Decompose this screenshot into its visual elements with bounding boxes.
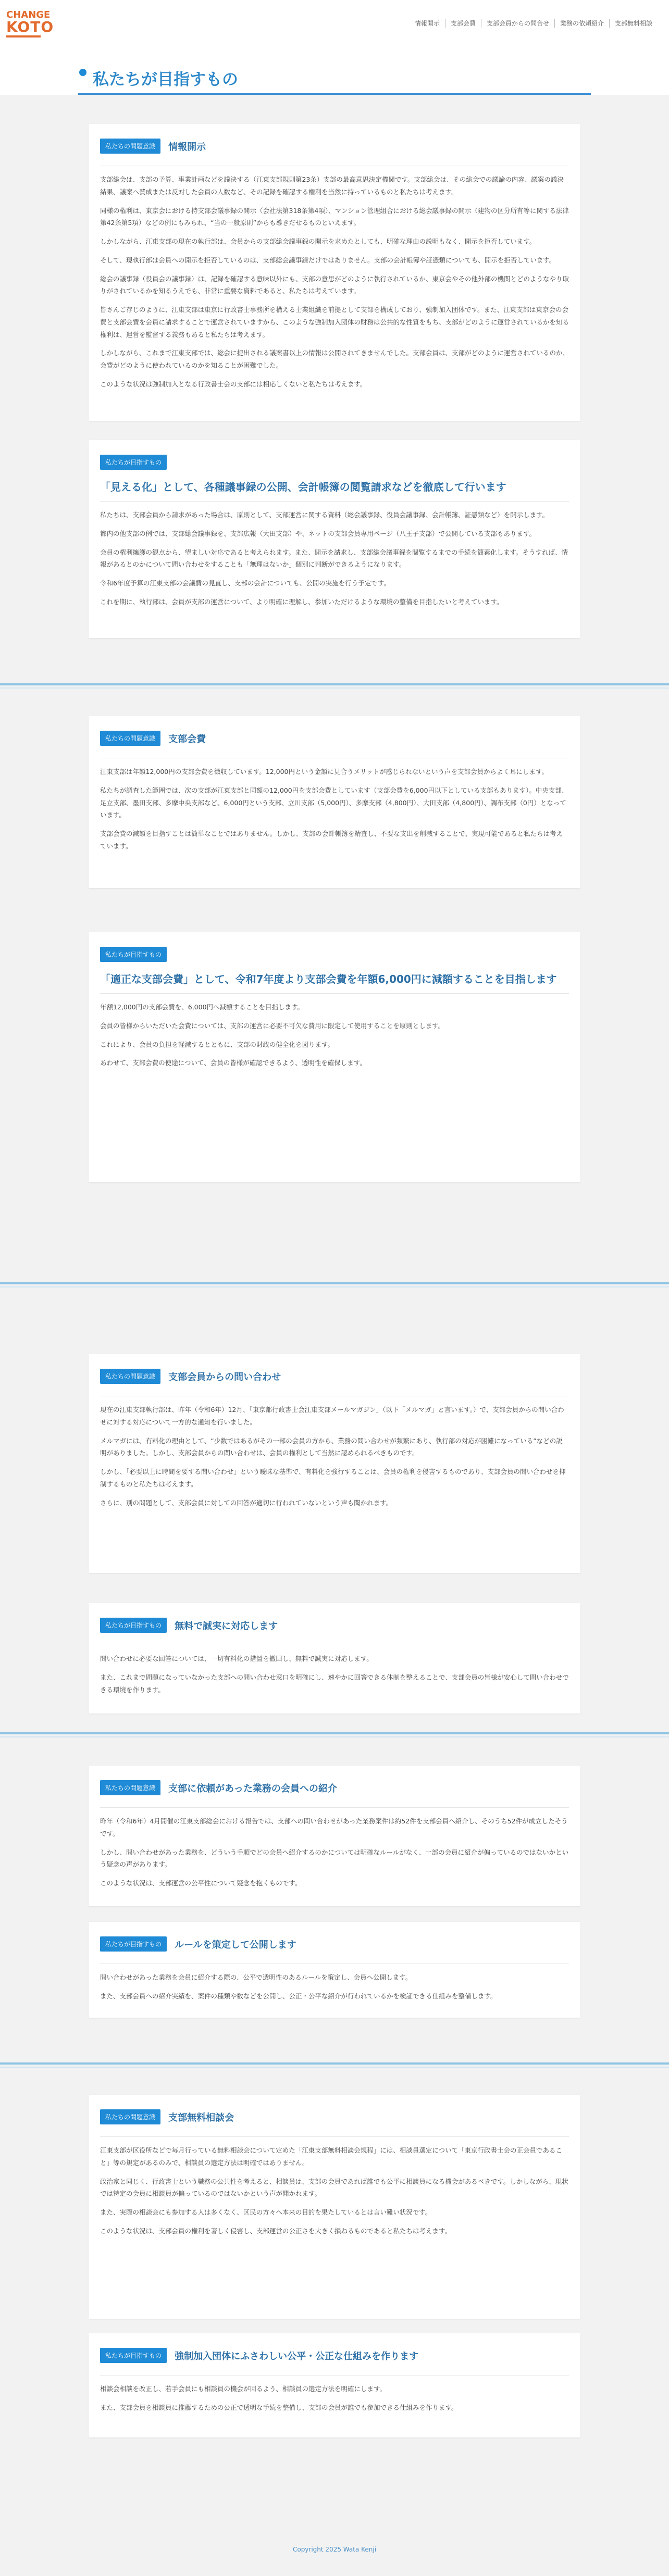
nav-item-referral[interactable]: 業務の依頼紹介 [554,19,609,28]
card-title: 「見える化」として、各種議事録の公開、会計帳簿の閲覧請求などを徹底して行います [100,481,506,493]
main-nav [410,19,658,28]
badge: 私たちの問題意識 [100,731,160,746]
card-title: 強制加入団体にふさわしい公平・公正な仕組みを作ります [175,2350,419,2362]
card-body: 昨年（令和6年）4月開催の江東支部総会における報告では、支部への問い合わせがあった業務案件は約52件を支部会員へ紹介し、そのうち52件が成立したそうです。 しかし、問い合わせがあった業務を、どういう手順でどの会員へ紹介するのかについては明確なルールがなく、一部の会員に紹介が偏っているのではないかという疑念の声があります。 このような状況は、支部運営の公平性について疑念を抱くものです。 [100,1817,569,1887]
section-divider [0,1732,669,1734]
card-referral-goal [89,1922,580,2018]
card-info-problem [89,124,580,421]
card-referral-problem [89,1766,580,1906]
card-body: 相談会相談を改正し、若手会員にも相談員の機会が回るよう、相談員の選定方法を明確にします。 また、支部会員を相談員に推薦するための公正で透明な手続を整備し、支部の会員が誰でも参加できる仕組みを作ります。 [100,2385,458,2411]
card-title: 支部に依頼があった業務の会員への紹介 [168,1783,337,1794]
card-body: 江東支部は年額12,000円の支部会費を徴収しています。12,000円という金額に見合うメリットが感じられないという声を支部会員からよく耳にします。 私たちが調査した範囲では、次の支部が江東支部と同額の12,000円を支部会費としています（支部会費を6,000円以下としている支部もあります）。中央支部、足立支部、墨田支部、多摩中央支部など、6,000円という支部、立川支部（5,000円）、多摩支部（4,800円）、大田支部（4,800円）、調布支部（0円）となっています。 支部会費の減額を目指すことは簡単なことではありません。しかし、支部の会計帳簿を精査し、不要な支出を削減することで、実現可能であると私たちは考えています。 [100,768,568,850]
card-fee-goal [89,932,580,1182]
site-footer [0,2521,669,2576]
section-divider [0,1282,669,1284]
card-body: 江東支部が区役所などで毎月行っている無料相談会について定めた「江東支部無料相談会規程」には、相談員選定について「東京行政書士会の正会員であること」等の規定があるのみで、相談員の選定方法は明確ではありません。 政治家と同じく、行政書士という職務の公共性を考えると、相談員は、支部の会員であれば誰でも公平に相談員になる機会があるべきです。しかしながら、現状では特定の会員に相談員が偏っているのではないかという声が聞かれます。 また、実際の相談会にも参加する人は多くなく、区民の方々へ本来の目的を果たしているとは言い難い状況です。 このような状況は、支部会員の権利を著しく侵害し、支部運営の公正さを大きく損ねるものであると私たちは考えます。 [100,2146,568,2235]
section-divider [0,683,669,685]
card-title: ルールを策定して公開します [175,1939,296,1950]
card-body: 問い合わせがあった業務を会員に紹介する際の、公平で透明性のあるルールを策定し、会員へ公開します。 また、支部会員への紹介実績を、案件の種類や数などを公開し、公正・公平な紹介が行われているかを検証できる仕組みを整備します。 [100,1973,497,2000]
badge: 私たちの問題意識 [100,2109,160,2124]
card-body: 私たちは、支部会員から請求があった場合は、原則として、支部運営に関する資料（総会議事録、役員会議事録、会計帳簿、証憑類など）を開示します。 都内の他支部の例では、支部総会議事録を、支部広報（大田支部）や、ネットの支部会員専用ページ（八王子支部）で公開している支部もあります。 会員の権利擁護の観点から、望ましい対応であると考えられます。また、開示を請求し、支部総会議事録を閲覧するまでの手続を簡素化します。そうすれば、情報があるとのかについて問い合わせをすることも「無理はないか」個別に判断ができるようになります。 令和6年度予算の江東支部の会議費の見直し、支部の会計についても、公開の実施を行う予定です。 これを期に、執行部は、会員が支部の運営について、より明確に理解し、参加いただけるような環境の整備を目指したいと考えています。 [100,511,568,606]
badge: 私たちの問題意識 [100,1369,160,1384]
badge: 私たちが目指すもの [100,1936,167,1952]
badge: 私たちの問題意識 [100,1780,160,1795]
card-fee-problem [89,716,580,888]
hero-underline [78,93,591,95]
site-header [0,0,669,43]
nav-item-info[interactable]: 情報開示 [414,20,440,27]
section-divider [0,2062,669,2065]
hero [0,43,669,95]
card-body: 支部総会は、支部の予算、事業計画などを議決する（江東支部規則第23条）支部の最高意思決定機関です。支部総会は、その総会での議論の内容、議案の議決結果、議案へ賛成または反対した会員の人数など、その記録を確認する権利を当然に持っているものと私たちは考えます。 同様の権利は、東京会における持支部会議事録の開示（会社法第318条第4項）、マンション管理組合における総会議事録の開示（建物の区分所有等に関する法律第42条第5項）などの例にもみられ、“当の一般原則”からも導きだせるものといえます。 しかしながら、江東支部の現在の執行部は、会員からの支部総会議事録の開示を求めたとしても、明確な理由の説明もなく、開示を拒否しています。 そして、現執行部は会員への開示を拒否しているのは、支部総会議事録だけではありません。支部の会計帳簿や証憑類についても、開示を拒否しています。 総会の議事録（役員会の議事録）は、記録を確認する意味以外にも、支部の意思がどのように執行されているか、東京会やその他外部の機関とどのようなやり取りがされているかを知るうえでも、非常に重要な資料であると、私たちは考えています。 皆さんご存じのように、江東支部は東京に行政書士事務所を構える士業組織を前提として支部を構成しており、強制加入団体です。また、江東支部は東京会の会費と支部会費を会員に請求することで運営されていますから、このような強制加入団体の財務は公共的な性質をもち、支部がどのように運営されているかを知る権利は、運営を監督する義務もあると私たちは考えます。 しかしながら、これまで江東支部では、総会に提出される議案書以上の情報は公開されてきませんでした。支部会員は、支部がどのように運営されているのか、会費がどのように使われているのかを知ることが困難でした。 このような状況は強制加入となる行政書士会の支部には相応しくないと私たちは考えます。 [100,176,569,388]
card-inquiry-goal [89,1603,580,1714]
nav-item-consult[interactable]: 支部無料相談 [609,19,658,28]
card-body: 現在の江東支部執行部は、昨年（令和6年）12月、「東京都行政書士会江東支部メールマガジン」（以下「メルマガ」と言います。）で、支部会員からの問い合わせに対する対応について一方的な通知を行いました。 メルマガには、有料化の理由として、“少数ではあるがその一部の会員の方から、業務の問い合わせが頻繁にあり、執行部の対応が困難になっている”などの説明がありました。しかし、支部会員からの問い合わせは、会員の権利として当然に認められるべきものです。 しかし、「必要以上に時間を要する問い合わせ」という曖昧な基準で、有料化を強行することは、会員の権利を侵害するものであり、支部会員の問い合わせを抑制するものと私たちは考えます。 さらに、別の問題として、支部会員に対しての回答が適切に行われていないという声も聞かれます。 [100,1406,566,1507]
badge: 私たちが目指すもの [100,2348,167,2363]
card-title: 支部会費 [168,733,206,745]
card-consult-problem [89,2095,580,2319]
site-logo[interactable]: CHANGE KOTO [6,10,56,37]
nav-item-inquiry[interactable]: 支部会員からの問合せ [481,19,554,28]
card-info-goal [89,440,580,638]
card-title: 支部無料相談会 [168,2112,234,2123]
page-title: 私たちが目指すもの [93,70,238,89]
card-title: 情報開示 [168,141,206,153]
card-title: 支部会員からの問い合わせ [168,1371,281,1383]
card-title: 「適正な支部会費」として、令和7年度より支部会費を年額6,000円に減額することを目指します [100,973,557,985]
badge: 私たちが目指すもの [100,455,167,470]
badge: 私たちが目指すもの [100,947,167,962]
hero-bullet-icon [79,69,86,76]
card-inquiry-problem [89,1354,580,1573]
nav-item-fee[interactable]: 支部会費 [445,19,481,28]
card-body: 問い合わせに必要な回答については、一切有料化の措置を撤回し、無料で誠実に対応します。 また、これまで問題になっていなかった支部への問い合わせ窓口を明確にし、速やかに回答できる体制を整えることで、支部会員の皆様が安心して問い合わせできる環境を作ります。 [100,1655,569,1694]
badge: 私たちの問題意識 [100,139,160,154]
card-consult-goal [89,2333,580,2437]
copyright-text: Copyright 2025 Wata Kenji [292,2546,377,2553]
card-body: 年額12,000円の支部会費を、6,000円へ減額することを目指します。 会員の皆様からいただいた会費については、支部の運営に必要不可欠な費用に限定して使用することを原則とします。 これにより、会員の負担を軽減するとともに、支部の財政の健全化を図ります。 あわせて、支部会費の使途について、会員の皆様が確認できるよう、透明性を確保します。 [100,1003,445,1067]
badge: 私たちが目指すもの [100,1618,167,1633]
card-title: 無料で誠実に対応します [175,1620,278,1632]
